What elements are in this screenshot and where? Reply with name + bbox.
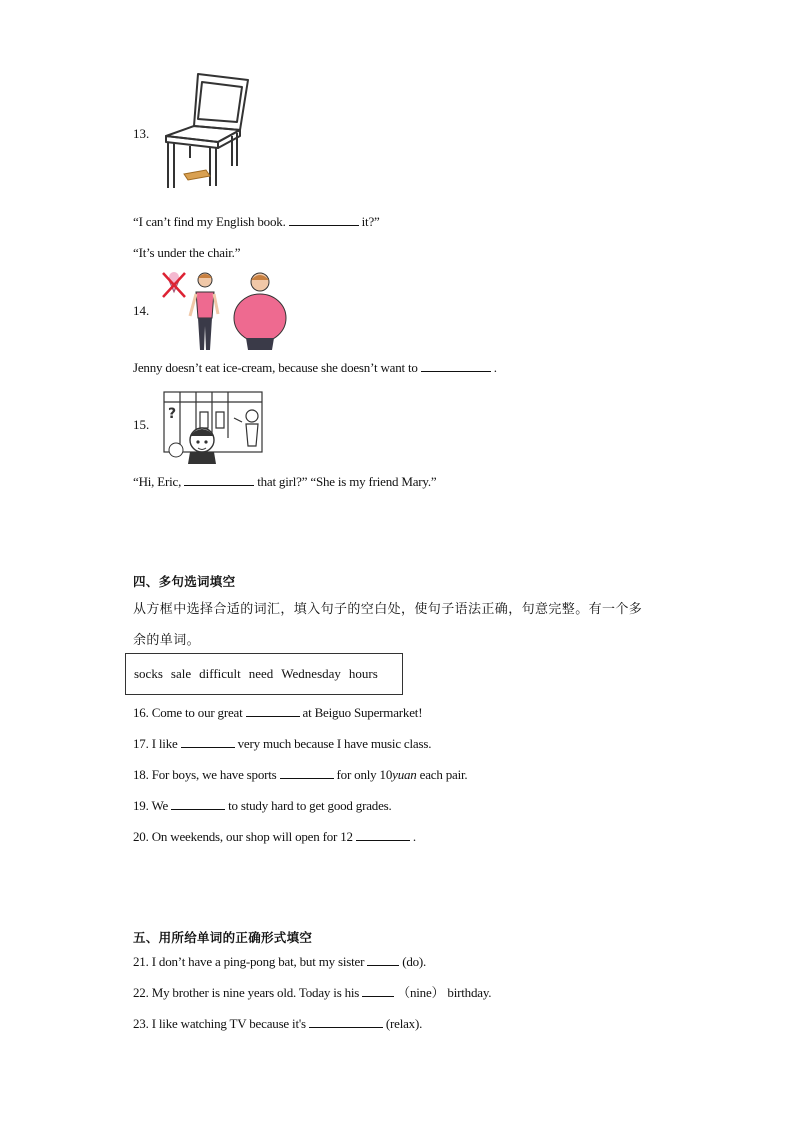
- question-text: I like: [151, 736, 178, 751]
- question-number: 18.: [133, 767, 149, 782]
- question-18: [133, 767, 467, 783]
- answer-blank[interactable]: [356, 829, 410, 841]
- q13-text-b: it?”: [361, 214, 380, 229]
- question-text: （nine） birthday.: [397, 985, 492, 1000]
- answer-blank[interactable]: [246, 705, 300, 717]
- q14-line: [133, 360, 497, 376]
- question-text: each pair.: [419, 767, 468, 782]
- chair-with-book-icon: [160, 70, 255, 190]
- question-text: I like watching TV because it's: [151, 1016, 306, 1031]
- answer-blank[interactable]: [184, 474, 254, 486]
- section-4-instruction-line2: 余的单词。: [133, 633, 201, 648]
- word-bank-box: [125, 653, 403, 695]
- word-bank-item: Wednesday: [281, 666, 341, 681]
- question-number: 22.: [133, 985, 149, 1000]
- q14-text-a: Jenny doesn’t eat ice-cream, because she doesn’t want to: [133, 360, 418, 375]
- q13-line1: [133, 214, 380, 230]
- question-text: I don’t have a ping-pong bat, but my sister: [151, 954, 365, 969]
- word-bank-item: need: [248, 666, 274, 681]
- section-4-instruction-line1: 从方框中选择合适的词汇，填入句子的空白处，使句子语法正确，句意完整。有一个多: [133, 602, 643, 617]
- question-text-italic: yuan: [392, 767, 417, 782]
- question-17: [133, 736, 431, 752]
- word-bank-item: hours: [348, 666, 378, 681]
- question-text: Come to our great: [151, 705, 243, 720]
- question-text: .: [412, 829, 416, 844]
- q15-line: [133, 474, 437, 490]
- question-text: For boys, we have sports: [151, 767, 277, 782]
- q15-text-b: that girl?” “She is my friend Mary.”: [257, 474, 437, 489]
- question-text: My brother is nine years old. Today is his: [151, 985, 360, 1000]
- question-number-15: 15.: [133, 417, 150, 432]
- answer-blank[interactable]: [171, 798, 225, 810]
- q13-text-a: “I can’t find my English book.: [133, 214, 286, 229]
- q13-line2: “It’s under the chair.”: [133, 245, 241, 260]
- question-number: 17.: [133, 736, 149, 751]
- question-number: 21.: [133, 954, 149, 969]
- question-number: 23.: [133, 1016, 149, 1031]
- question-text: (do).: [402, 954, 427, 969]
- answer-blank[interactable]: [362, 985, 394, 997]
- question-number-13: 13.: [133, 126, 150, 141]
- answer-blank[interactable]: [421, 360, 491, 372]
- answer-blank[interactable]: [289, 214, 359, 226]
- question-number: 19.: [133, 798, 149, 813]
- word-bank-item: socks: [134, 666, 163, 681]
- boy-asking-about-girl-icon: [160, 388, 266, 464]
- answer-blank[interactable]: [280, 767, 334, 779]
- question-text: to study hard to get good grades.: [228, 798, 392, 813]
- question-16: [133, 705, 422, 721]
- question-number-14: 14.: [133, 303, 150, 318]
- question-text: at Beiguo Supermarket!: [302, 705, 423, 720]
- word-bank-item: difficult: [199, 666, 241, 681]
- question-number: 16.: [133, 705, 149, 720]
- question-20: [133, 829, 416, 845]
- question-text: (relax).: [385, 1016, 423, 1031]
- q14-text-b: .: [493, 360, 497, 375]
- answer-blank[interactable]: [309, 1016, 383, 1028]
- question-21: [133, 954, 426, 970]
- question-19: [133, 798, 392, 814]
- section-4-title: 四、多句选词填空: [133, 574, 236, 589]
- question-number: 20.: [133, 829, 149, 844]
- question-22: [133, 985, 491, 1001]
- question-text: On weekends, our shop will open for 12: [151, 829, 353, 844]
- slim-and-fat-girl-icon: [160, 270, 290, 352]
- svg-text:?: ?: [168, 406, 177, 422]
- section-5-title: 五、用所给单词的正确形式填空: [133, 930, 313, 945]
- question-text: very much because I have music class.: [237, 736, 432, 751]
- question-text: for only 10: [336, 767, 393, 782]
- answer-blank[interactable]: [181, 736, 235, 748]
- word-bank-item: sale: [170, 666, 192, 681]
- q15-text-a: “Hi, Eric,: [133, 474, 182, 489]
- question-text: We: [151, 798, 169, 813]
- question-23: [133, 1016, 422, 1032]
- answer-blank[interactable]: [367, 954, 399, 966]
